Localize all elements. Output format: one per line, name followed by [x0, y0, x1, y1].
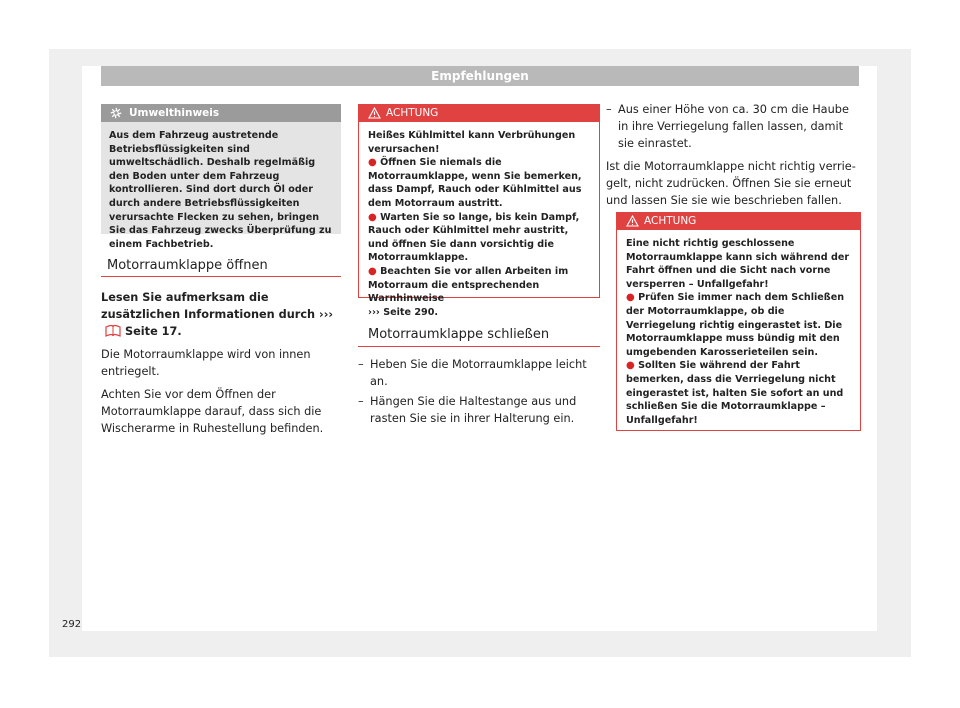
- open-paragraph-2: Achten Sie vor dem Öffnen der Motorraumklappe darauf, dass sich die Wischerarme in Ruhestellung befinden.: [101, 388, 324, 435]
- warning-bullet-text: Öffnen Sie niemals die Motorraumklappe, wenn Sie bemerken, dass Dampf, Rauch oder Kühlmittel aus dem Motorraum austritt.: [368, 157, 582, 209]
- environment-note-title: Umwelthinweis: [129, 107, 220, 119]
- warning-title: ACHTUNG: [386, 107, 439, 119]
- warning-bullet: ● Sollten Sie während der Fahrt bemerken, dass die Verriegelung nicht eingerastet ist, halten Sie sofort an und schließen Sie die Motorraumklappe – Unfallgefahr!: [626, 360, 844, 426]
- warning-box-hot-coolant: [358, 104, 600, 318]
- step-item: – Aus einer Höhe von ca. 30 cm die Haube in ihre Verriegelung fallen lassen, damit sie einrastet.: [606, 101, 861, 152]
- environment-note: [101, 104, 341, 250]
- section-title-open: Motorraumklappe öffnen: [107, 258, 268, 273]
- warning-header: [617, 213, 860, 230]
- open-paragraph-1: Die Motorraumklappe wird von innen entriegelt.: [101, 348, 311, 378]
- warning-bullet: ● Prüfen Sie immer nach dem Schließen der Motorraumklappe, ob die Verriegelung richtig eingerastet ist. Die Motorraumklappe muss bündig mit den umgebenden Karosserieteilen sein.: [626, 292, 845, 358]
- lead-text: Lesen Sie aufmerksam die zusätzlichen Informationen durch: [101, 291, 320, 321]
- page-header: Empfehlungen: [101, 66, 859, 86]
- reference-arrows: ›››: [368, 306, 380, 318]
- reference-arrows: ›››: [319, 308, 334, 321]
- warning-header: [359, 105, 599, 122]
- warning-bullet: ● Warten Sie so lange, bis kein Dampf, Rauch oder Kühlmittel mehr austritt, und öffnen Sie dann vorsichtig die Motorraumklappe.: [368, 211, 580, 264]
- close-paragraph: Ist die Motorraumklappe nicht richtig verriegelt, nicht zudrücken. Öffnen Sie sie erneut und lassen Sie sie wie beschrieben fallen.: [606, 160, 856, 207]
- close-continued: [606, 101, 861, 209]
- open-section-body: [101, 289, 341, 437]
- book-icon: [104, 324, 122, 337]
- warning-bullet-text: Sollten Sie während der Fahrt bemerken, dass die Verriegelung nicht eingerastet ist, halten Sie sofort an und schließen Sie die Motorraumklappe – Unfallgefahr!: [626, 360, 844, 426]
- environment-note-text: Aus dem Fahrzeug austretende Betriebsflüssigkeiten sind umweltschädlich. Deshalb regelmäßig den Boden unter dem Fahrzeug kontrollieren. Sind dort durch Öl oder durch andere Betriebsflüssigkeiten verursachte Flecken zu sehen, bringen Sie das Fahrzeug zwecks Überprüfung zu einem Fachbetrieb.: [109, 130, 332, 250]
- warning-triangle-icon: [626, 215, 639, 227]
- warning-body: [359, 122, 599, 319]
- environment-note-header: [101, 104, 341, 122]
- warning-title: ACHTUNG: [644, 215, 697, 227]
- section-divider-close: [358, 346, 600, 347]
- warning-bullet-text: Beachten Sie vor allen Arbeiten im Motorraum die entsprechenden Warnhinweise: [368, 265, 569, 305]
- warning-body: [617, 230, 860, 427]
- reference-dot: .: [434, 306, 439, 318]
- section-divider-open: [101, 276, 341, 277]
- warning-bullet: ● Öffnen Sie niemals die Motorraumklappe, wenn Sie bemerken, dass Dampf, Rauch oder Kühlmittel aus dem Motorraum austritt.: [368, 157, 582, 209]
- section-title-close: Motorraumklappe schließen: [368, 327, 550, 342]
- page-reference-link[interactable]: Seite 290: [383, 306, 435, 318]
- warning-triangle-icon: [368, 107, 381, 119]
- leaf-icon: [110, 107, 122, 119]
- open-section-lead: [101, 289, 341, 340]
- warning-bullet: ● Beachten Sie vor allen Arbeiten im Motorraum die entsprechenden Warnhinweise ››› Seite 290.: [368, 265, 569, 318]
- page-number: 292: [62, 619, 82, 630]
- warning-bullet-text: Prüfen Sie immer nach dem Schließen der Motorraumklappe, ob die Verriegelung richtig eingerastet ist. Die Motorraumklappe muss bündig mit den umgebenden Karosserieteilen sein.: [626, 292, 845, 358]
- warning-bullet-text: Warten Sie so lange, bis kein Dampf, Rauch oder Kühlmittel mehr austritt, und öffnen Sie dann vorsichtig die Motorraumklappe.: [368, 211, 580, 264]
- close-steps: [358, 356, 600, 427]
- warning-intro: Heißes Kühlmittel kann Verbrühungen verursachen!: [368, 130, 576, 155]
- lead-dot: .: [177, 325, 182, 338]
- page-reference-link[interactable]: Seite 17: [125, 325, 178, 338]
- step-item: – Hängen Sie die Haltestange aus und rasten Sie sie in ihrer Halterung ein.: [358, 393, 600, 427]
- warning-box-latch: [616, 212, 861, 431]
- warning-intro: Eine nicht richtig geschlossene Motorraumklappe kann sich während der Fahrt öffnen und die Sicht nach vorne versperren – Unfallgefahr!: [626, 238, 850, 290]
- step-item: – Heben Sie die Motorraumklappe leicht an.: [358, 356, 600, 390]
